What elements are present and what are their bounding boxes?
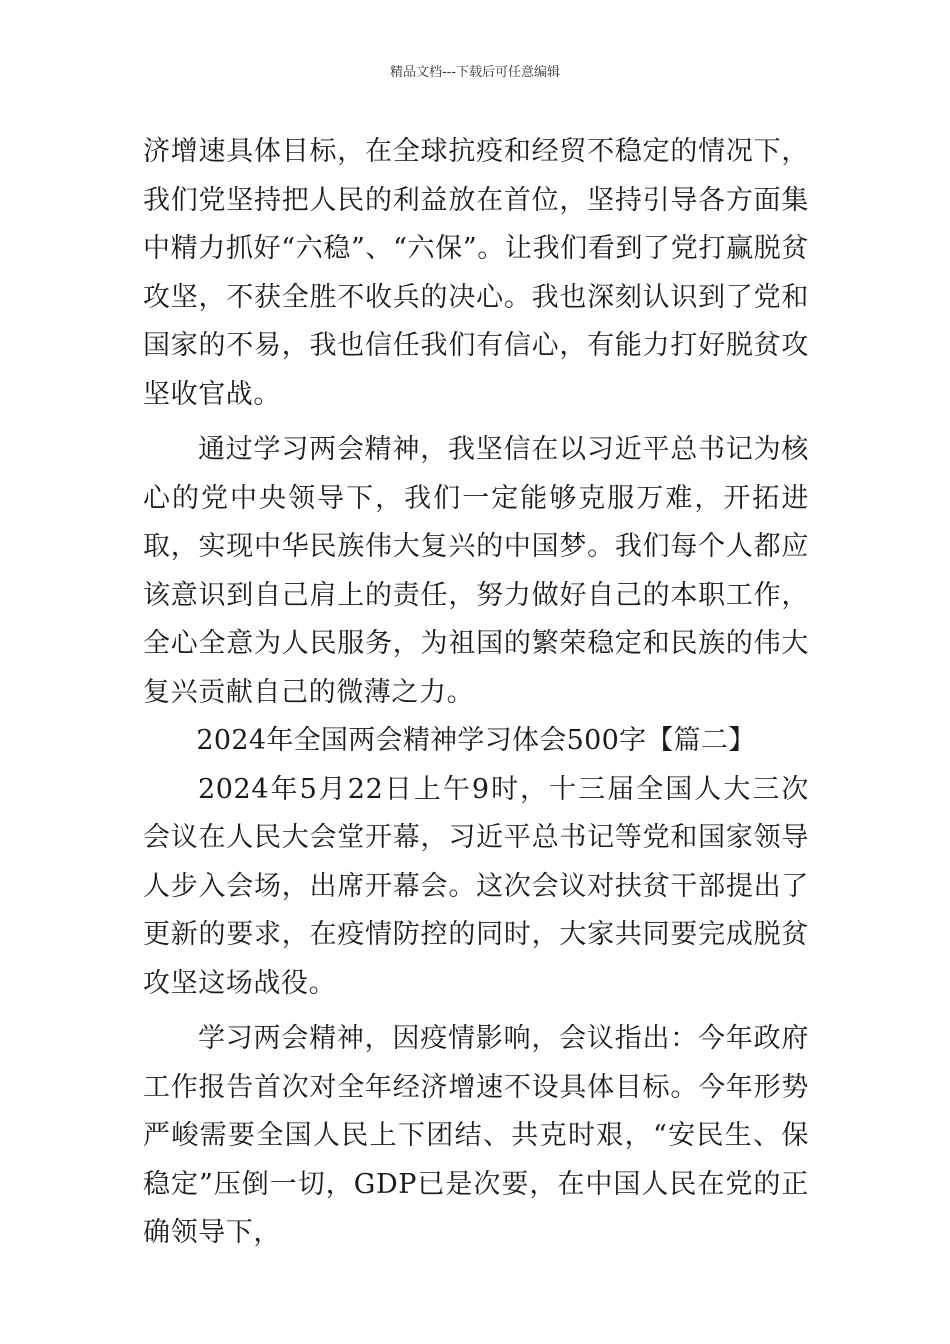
paragraph-section-body: 学习两会精神，因疫情影响，会议指出：今年政府工作报告首次对全年经济增速不设具体目标。今年形势严峻需要全国人民上下团结、共克时艰，“安民生、保稳定”压倒一切，GDP已是次要，在中国人民在党的正确领导下， <box>143 1023 809 1248</box>
section-title: 2024年全国两会精神学习体会500字【篇二】 <box>196 725 756 756</box>
document-body <box>143 128 809 1258</box>
paragraph-continuation: 济增速具体目标，在全球抗疫和经贸不稳定的情况下，我们党坚持把人民的利益放在首位，坚持引导各方面集中精力抓好“六稳”、“六保”。让我们看到了党打赢脱贫攻坚，不获全胜不收兵的决心。我也深刻认识到了党和国家的不易，我也信任我们有信心，有能力打好脱贫攻坚收官战。 <box>143 136 809 410</box>
paragraph-conclusion: 通过学习两会精神，我坚信在以习近平总书记为核心的党中央领导下，我们一定能够克服万难，开拓进取，实现中华民族伟大复兴的中国梦。我们每个人都应该意识到自己肩上的责任，努力做好自己的本职工作，全心全意为人民服务，为祖国的繁荣稳定和民族的伟大复兴贡献自己的微薄之力。 <box>143 434 809 708</box>
page-header: 精品文档---下载后可任意编辑 <box>389 65 561 80</box>
paragraph-section-intro: 2024年5月22日上午9时，十三届全国人大三次会议在人民大会堂开幕，习近平总书记等党和国家领导人步入会场，出席开幕会。这次会议对扶贫干部提出了更新的要求，在疫情防控的同时，大家共同要完成脱贫攻坚这场战役。 <box>143 773 809 999</box>
